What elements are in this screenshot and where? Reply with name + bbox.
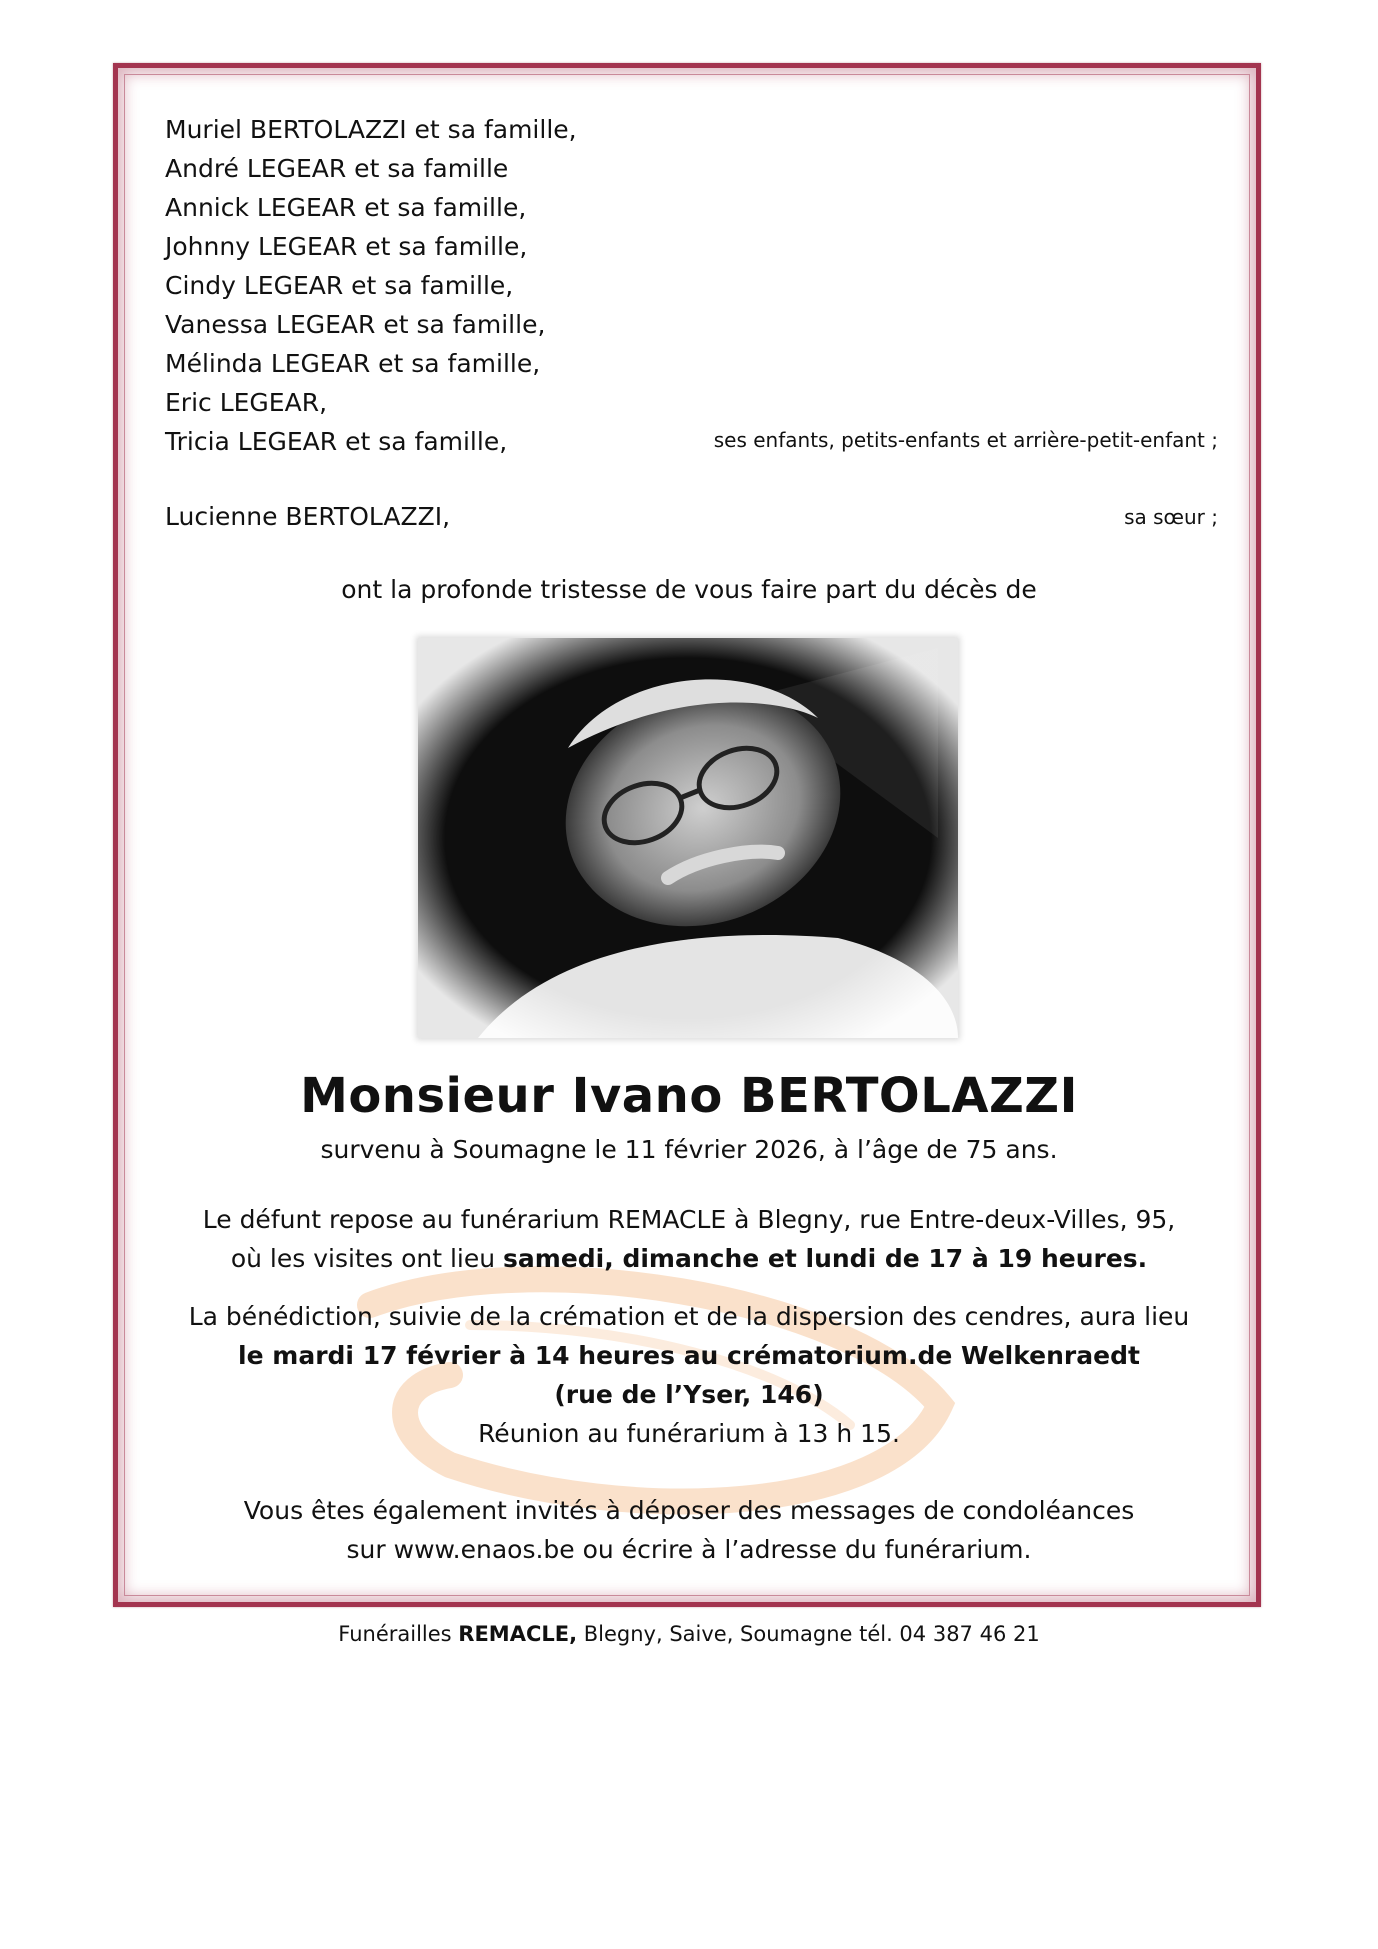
family-line: Vanessa LEGEAR et sa famille,	[165, 310, 546, 339]
portrait-photo	[418, 638, 958, 1038]
footer-contact: Blegny, Saive, Soumagne tél. 04 387 46 21	[577, 1622, 1040, 1646]
condolences-line-1: Vous êtes également invités à déposer des messages de condoléances	[243, 1496, 1135, 1525]
rest-location: Le défunt repose au funérarium REMACLE à Blegny, rue Entre-deux-Villes, 95,	[202, 1205, 1176, 1234]
deceased-details: survenu à Soumagne le 11 février 2026, à l’âge de 75 ans.	[320, 1135, 1058, 1164]
ceremony-date-place: le mardi 17 février à 14 heures au crématorium.de Welkenraedt	[238, 1341, 1140, 1370]
announcement: ont la profonde tristesse de vous faire part du décès de	[341, 575, 1037, 604]
family-line: Tricia LEGEAR et sa famille,	[165, 427, 508, 456]
sister-name: Lucienne BERTOLAZZI,	[165, 502, 451, 531]
family-line: Annick LEGEAR et sa famille,	[165, 193, 527, 222]
footer-brand: REMACLE,	[458, 1622, 578, 1646]
family-line: Cindy LEGEAR et sa famille,	[165, 271, 514, 300]
family-list	[165, 110, 577, 461]
family-line: Mélinda LEGEAR et sa famille,	[165, 349, 541, 378]
visiting-hours	[0, 1244, 1378, 1273]
family-line: André LEGEAR et sa famille	[165, 154, 509, 183]
sister-note: sa sœur ;	[1124, 505, 1218, 529]
family-line: Johnny LEGEAR et sa famille,	[165, 232, 528, 261]
ceremony-address: (rue de l’Yser, 146)	[554, 1380, 824, 1409]
footer-prefix: Funérailles	[338, 1622, 459, 1646]
family-line: Eric LEGEAR,	[165, 388, 328, 417]
deceased-name: Monsieur Ivano BERTOLAZZI	[300, 1068, 1078, 1124]
portrait-illustration	[418, 638, 958, 1038]
funeral-home-footer	[0, 1622, 1378, 1646]
meeting-time: Réunion au funérarium à 13 h 15.	[478, 1419, 900, 1448]
visiting-hours-times: samedi, dimanche et lundi de 17 à 19 heures.	[503, 1244, 1148, 1273]
family-line: Muriel BERTOLAZZI et sa famille,	[165, 115, 577, 144]
visiting-hours-prefix: où les visites ont lieu	[230, 1244, 504, 1273]
children-note: ses enfants, petits-enfants et arrière-petit-enfant ;	[713, 428, 1218, 452]
ceremony-intro: La bénédiction, suivie de la crémation et de la dispersion des cendres, aura lieu	[188, 1302, 1190, 1331]
condolences-line-2: sur www.enaos.be ou écrire à l’adresse du funérarium.	[346, 1535, 1032, 1564]
